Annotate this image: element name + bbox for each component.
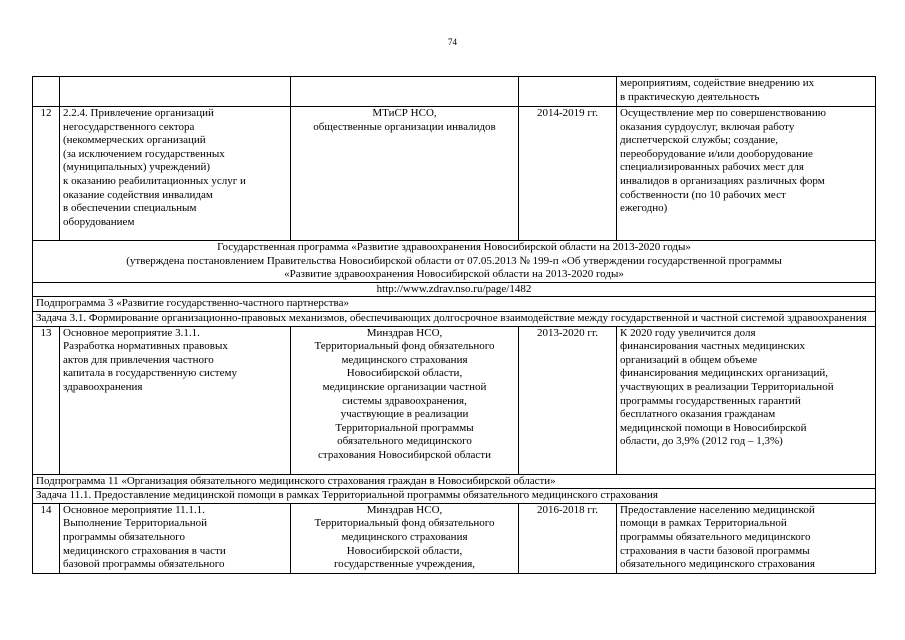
- program-approval-title: «Развитие здравоохранения Новосибирской области на 2013-2020 годы»: [284, 268, 624, 281]
- task-title: Задача 11.1. Предоставление медицинской помощи в рамках Территориальной программы обязательного медицинского страхования: [33, 489, 876, 504]
- subprogram-row: [33, 474, 876, 489]
- period-cell: [519, 77, 617, 107]
- program-url-row: [33, 282, 876, 297]
- result-cell: К 2020 году увеличится доля финансирования частных медицинских организаций в общем объеме финансирования медицинских организаций, участвующих в реализации Территориальной программы государственных гарантий бесплатного оказания гражданам медицинской помощи в Новосибирской области, до 3,9% (2012 год – 1,3%): [617, 326, 876, 474]
- executor-cell: МТиСР НСО, общественные организации инвалидов: [291, 107, 519, 241]
- task-title: Задача 3.1. Формирование организационно-правовых механизмов, обеспечивающих долгосрочное взаимодействие между государственной и частной системой здравоохранения: [33, 311, 876, 326]
- period-cell: 2014-2019 гг.: [519, 107, 617, 241]
- subprogram-title: Подпрограмма 3 «Развитие государственно-частного партнерства»: [33, 297, 876, 312]
- result-cell: Предоставление населению медицинской помощи в рамках Территориальной программы обязательного медицинского страхования в части базовой программы обязательного медицинского страхования: [617, 503, 876, 573]
- executor-cell: [291, 77, 519, 107]
- table-row: [33, 77, 876, 107]
- page-number: 74: [448, 37, 457, 47]
- program-url[interactable]: http://www.zdrav.nso.ru/page/1482: [33, 282, 876, 297]
- measures-table: [32, 76, 876, 574]
- period-cell: 2016-2018 гг.: [519, 503, 617, 573]
- table-row: [33, 326, 876, 474]
- period-cell: 2013-2020 гг.: [519, 326, 617, 474]
- num-cell: 13: [33, 326, 60, 474]
- action-cell: Основное мероприятие 11.1.1. Выполнение Территориальной программы обязательного медицинского страхования в части базовой программы обязательного: [60, 503, 291, 573]
- table-row: [33, 503, 876, 573]
- program-heading-row: [33, 241, 876, 283]
- table-row: [33, 107, 876, 241]
- program-approval: (утверждена постановлением Правительства Новосибирской области от 07.05.2013 № 199-п «Об утверждении государственной программы: [126, 254, 782, 267]
- subprogram-title: Подпрограмма 11 «Организация обязательного медицинского страхования граждан в Новосибирской области»: [33, 474, 876, 489]
- action-cell: 2.2.4. Привлечение организаций негосударственного сектора (некоммерческих организаций (за исключением государственных (муниципальных) учреждений) к оказанию реабилитационных услуг и оказание содействия инвалидам в обеспечении специальным оборудованием: [60, 107, 291, 241]
- executor-cell: Минздрав НСО, Территориальный фонд обязательного медицинского страхования Новосибирской области, государственные учреждения,: [291, 503, 519, 573]
- task-row: [33, 489, 876, 504]
- result-cell: Осуществление мер по совершенствованию оказания сурдоуслуг, включая работу диспетчерской службы; создание, переоборудование и/или дооборудование специализированных рабочих мест для инвалидов в организациях различных форм собственности (по 10 рабочих мест ежегодно): [617, 107, 876, 241]
- subprogram-row: [33, 297, 876, 312]
- program-heading: [33, 241, 876, 283]
- num-cell: 14: [33, 503, 60, 573]
- executor-cell: Минздрав НСО, Территориальный фонд обязательного медицинского страхования Новосибирской области, медицинские организации частной системы здравоохранения, участвующие в реализации Территориальной программы обязательного медицинского страхования Новосибирской области: [291, 326, 519, 474]
- action-cell: Основное мероприятие 3.1.1. Разработка нормативных правовых актов для привлечения частного капитала в государственную систему здравоохранения: [60, 326, 291, 474]
- num-cell: 12: [33, 107, 60, 241]
- program-title: Государственная программа «Развитие здравоохранения Новосибирской области на 2013-2020 годы»: [217, 241, 691, 253]
- result-cell: мероприятиям, содействие внедрению их в практическую деятельность: [617, 77, 876, 107]
- action-cell: [60, 77, 291, 107]
- task-row: [33, 311, 876, 326]
- num-cell: [33, 77, 60, 107]
